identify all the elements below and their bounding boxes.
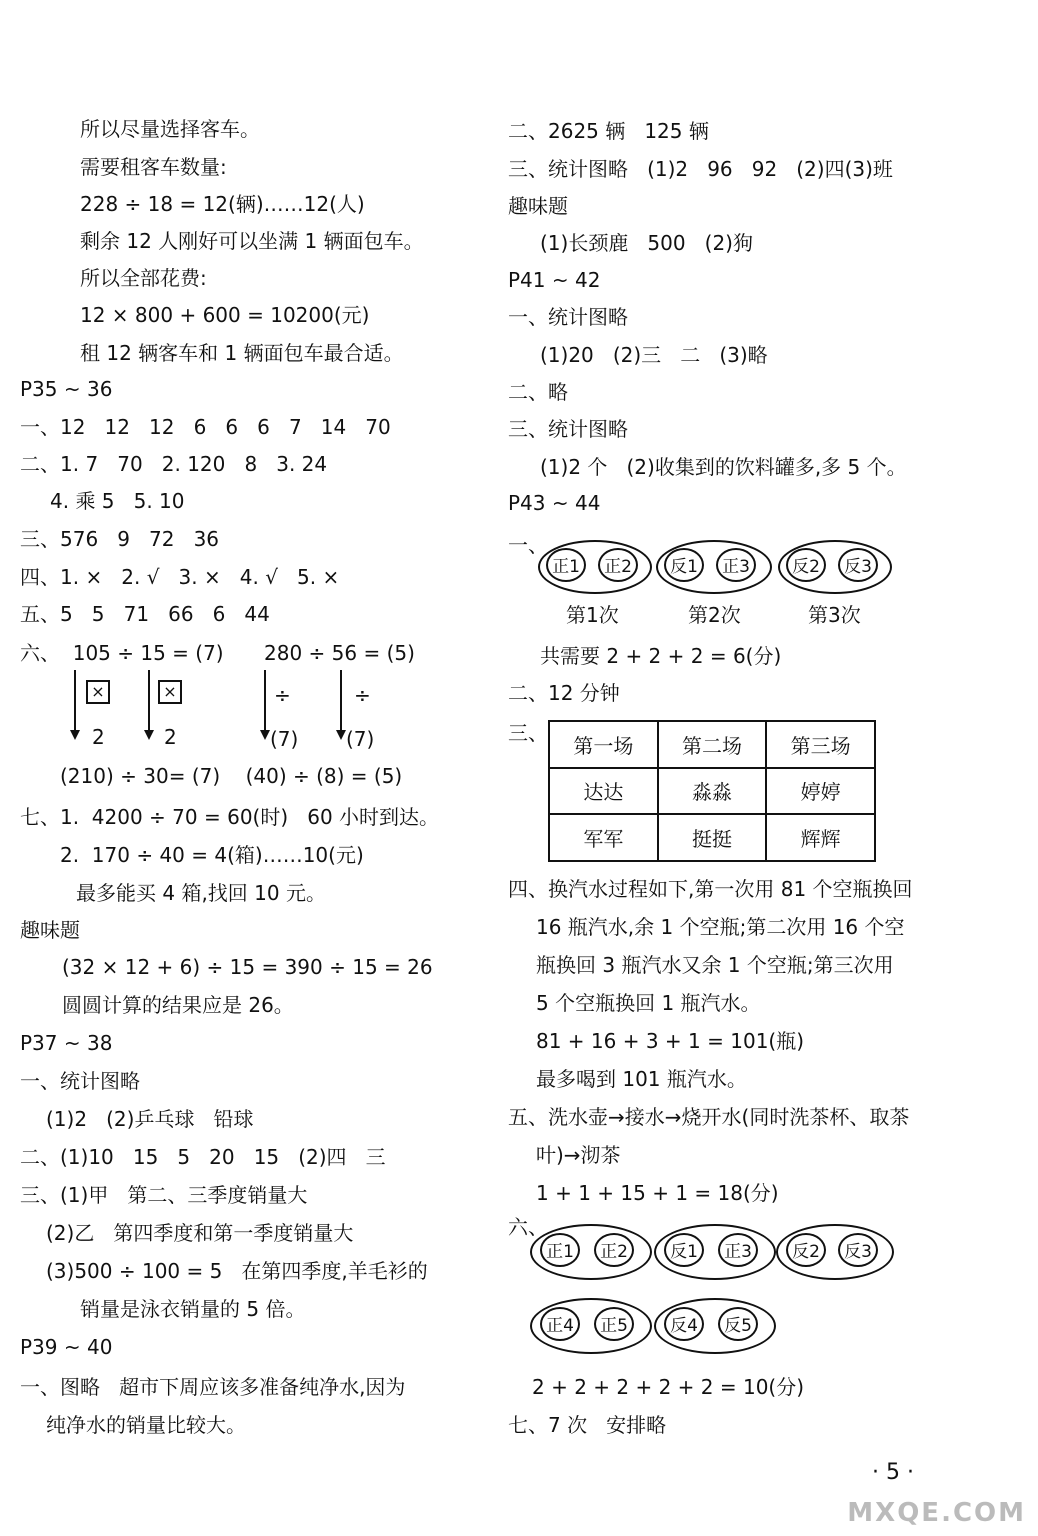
text-line: 三、统计图略 [508, 417, 628, 441]
table-header-cell: 第三场 [766, 721, 875, 768]
text-line: 12 × 800 + 600 = 10200(元) [80, 303, 370, 327]
coin: 正1 [546, 548, 586, 582]
text-line: 2. 170 ÷ 40 = 4(箱)……10(元) [60, 843, 364, 867]
coin: 正5 [594, 1307, 634, 1341]
coin: 正2 [594, 1233, 634, 1267]
text-line: 二、12 分钟 [508, 681, 620, 705]
table-cell: 军军 [549, 814, 658, 861]
operand: (7) [346, 727, 375, 751]
text-line: 1 + 1 + 15 + 1 = 18(分) [536, 1181, 779, 1205]
multiply-box-icon: × [86, 680, 110, 704]
text-line: 2 + 2 + 2 + 2 + 2 = 10(分) [532, 1375, 805, 1399]
text-line: 最多能买 4 箱,找回 10 元。 [76, 881, 326, 905]
down-arrow [264, 670, 266, 730]
text-line: 叶)→沏茶 [536, 1143, 621, 1167]
coin: 反3 [838, 548, 878, 582]
operand: 2 [92, 725, 105, 749]
coin: 反5 [718, 1307, 758, 1341]
table-header-cell: 第一场 [549, 721, 658, 768]
text-line: 二、略 [508, 380, 568, 404]
coin: 反2 [786, 548, 826, 582]
text-line: 二、2625 辆 125 辆 [508, 119, 709, 143]
arrowhead-icon [70, 730, 80, 740]
text-line: 三、统计图略 (1)2 96 92 (2)四(3)班 [508, 157, 893, 181]
text-line: 瓶换回 3 瓶汽水又余 1 个空瓶;第三次用 [536, 953, 894, 977]
table-cell: 婷婷 [766, 768, 875, 815]
down-arrow [74, 670, 76, 730]
table-header-cell: 第二场 [658, 721, 767, 768]
table-cell: 淼淼 [658, 768, 767, 815]
text-line: 所以全部花费: [80, 266, 207, 290]
coin: 正3 [716, 548, 756, 582]
page-range-heading: P39 ~ 40 [20, 1335, 113, 1359]
text-line: 六、 [508, 1215, 548, 1239]
text-line: 280 ÷ 56 = (5) [264, 641, 415, 665]
table-cell: 达达 [549, 768, 658, 815]
coin: 正4 [540, 1307, 580, 1341]
text-line: 七、1. 4200 ÷ 70 = 60(时) 60 小时到达。 [20, 805, 440, 829]
text-line: 一、图略 超市下周应该多准备纯净水,因为 [20, 1375, 406, 1399]
text-line: 五、5 5 71 66 6 44 [20, 602, 270, 626]
table-cell: 辉辉 [766, 814, 875, 861]
page-range-heading: P35 ~ 36 [20, 377, 113, 401]
text-line: 16 瓶汽水,余 1 个空瓶;第二次用 16 个空 [536, 915, 905, 939]
text-line: 四、换汽水过程如下,第一次用 81 个空瓶换回 [508, 877, 913, 901]
text-line: 最多喝到 101 瓶汽水。 [536, 1067, 747, 1091]
text-line: 228 ÷ 18 = 12(辆)……12(人) [80, 192, 365, 216]
coin: 反3 [838, 1233, 878, 1267]
coin: 反1 [664, 1233, 704, 1267]
text-line: 六、 105 ÷ 15 = (7) [20, 641, 224, 665]
coin: 反2 [786, 1233, 826, 1267]
text-line: 租 12 辆客车和 1 辆面包车最合适。 [80, 341, 404, 365]
watermark: MXQE.COM [847, 1498, 1026, 1528]
arrowhead-icon [336, 730, 346, 740]
coin: 正1 [540, 1233, 580, 1267]
text-line: 一、统计图略 [20, 1069, 140, 1093]
text-line: 圆圆计算的结果应是 26。 [62, 993, 294, 1017]
text-line: 三、 [508, 721, 548, 745]
round-label: 第2次 [688, 603, 741, 627]
page-range-heading: P37 ~ 38 [20, 1031, 113, 1055]
text-line: (1)2 个 (2)收集到的饮料罐多,多 5 个。 [540, 455, 907, 479]
text-line: 三、576 9 72 36 [20, 527, 220, 551]
page-range-heading: P43 ~ 44 [508, 491, 601, 515]
table-cell: 挺挺 [658, 814, 767, 861]
arrowhead-icon [260, 730, 270, 740]
page-range-heading: P41 ~ 42 [508, 268, 601, 292]
coin: 反4 [664, 1307, 704, 1341]
coin: 正3 [718, 1233, 758, 1267]
multiply-box-icon: × [158, 680, 182, 704]
text-line: 共需要 2 + 2 + 2 = 6(分) [540, 644, 782, 668]
round-label: 第3次 [808, 603, 861, 627]
section-heading: 趣味题 [508, 194, 568, 218]
text-line: 需要租客车数量: [80, 155, 227, 179]
down-arrow [148, 670, 150, 730]
text-line: 二、1. 7 70 2. 120 8 3. 24 [20, 452, 328, 476]
text-line: 所以尽量选择客车。 [80, 117, 260, 141]
round-label: 第1次 [566, 603, 619, 627]
text-line: 4. 乘 5 5. 10 [50, 489, 185, 513]
text-line: 剩余 12 人刚好可以坐满 1 辆面包车。 [80, 229, 424, 253]
text-line: 一、12 12 12 6 6 6 7 14 70 [20, 415, 391, 439]
text-line: (2)乙 第四季度和第一季度销量大 [46, 1221, 354, 1245]
text-line: 销量是泳衣销量的 5 倍。 [80, 1297, 306, 1321]
text-line: 一、统计图略 [508, 305, 628, 329]
section-heading: 趣味题 [20, 918, 80, 942]
text-line: (1)2 (2)乒乓球 铅球 [46, 1107, 254, 1131]
text-line: 四、1. × 2. √ 3. × 4. √ 5. × [20, 565, 340, 589]
divide-sign: ÷ [274, 683, 291, 707]
text-line: 一、 [508, 533, 548, 557]
text-line: 三、(1)甲 第二、三季度销量大 [20, 1183, 308, 1207]
operand: 2 [164, 725, 177, 749]
operand: (7) [270, 727, 299, 751]
divide-sign: ÷ [354, 683, 371, 707]
coin: 正2 [598, 548, 638, 582]
page-number: · 5 · [872, 1460, 914, 1485]
text-line: (210) ÷ 30= (7) (40) ÷ (8) = (5) [60, 764, 403, 788]
text-line: 5 个空瓶换回 1 瓶汽水。 [536, 991, 761, 1015]
text-line: (32 × 12 + 6) ÷ 15 = 390 ÷ 15 = 26 [62, 955, 433, 979]
down-arrow [340, 670, 342, 730]
arrowhead-icon [144, 730, 154, 740]
text-line: (3)500 ÷ 100 = 5 在第四季度,羊毛衫的 [46, 1259, 428, 1283]
text-line: 五、洗水壶→接水→烧开水(同时洗茶杯、取茶 [508, 1105, 910, 1129]
text-line: 81 + 16 + 3 + 1 = 101(瓶) [536, 1029, 805, 1053]
text-line: 二、(1)10 15 5 20 15 (2)四 三 [20, 1145, 386, 1169]
text-line: (1)20 (2)三 二 (3)略 [540, 343, 768, 367]
text-line: 七、7 次 安排略 [508, 1413, 667, 1437]
text-line: 纯净水的销量比较大。 [46, 1413, 246, 1437]
text-line: (1)长颈鹿 500 (2)狗 [540, 231, 753, 255]
coin: 反1 [664, 548, 704, 582]
match-schedule-table [548, 720, 876, 862]
